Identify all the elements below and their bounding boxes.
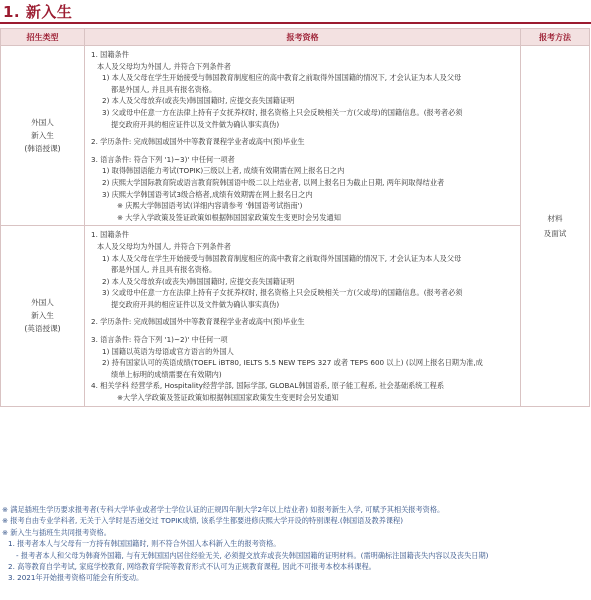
req-heading: 1. 国籍条件 — [91, 230, 129, 240]
footnote: ※ 满足插班生学历要求报考者(专科大学毕业或者学士学位认证的正规四年制大学2年以上结业者) 如报考新生入学, 可赋予其相关报考资格。 — [2, 505, 445, 514]
req-line: 1) 本人及父母在学生开始接受与韩国教育制度相应的高中教育之前取得外国国籍的情况下, 才会认证为本人及父母 — [102, 253, 462, 263]
method-line: 材料 — [547, 213, 563, 223]
footnote: 1. 报考者本人与父母有一方持有韩国国籍时, 则不符合外国人本科新入生的报考资格。 — [8, 539, 281, 549]
req-note: ※ 庆熙大学韩国语考试(详细内容请参考 '韩国语考试指南') — [117, 201, 303, 211]
footnote: - 报考者本人和父母为韩裔外国籍, 与有无韩国国内居住经验无关, 必须提交放弃或丧失韩国国籍的证明材料。(需明确标注国籍丧失内容以及丧失日期) — [16, 550, 489, 560]
type-line: 外国人 — [31, 298, 54, 308]
req-heading: 4. 相关学科 经营学系, Hospitality经营学部, 国际学部, GLOBAL韩国语系, 原子能工程系, 社会基础系统工程系 — [91, 381, 445, 391]
header-requirements: 报考资格 — [85, 29, 521, 46]
req-heading: 2. 学历条件: 完成韩国或国外中等教育课程学业者或高中(预)毕业生 — [91, 137, 305, 147]
type-cell — [1, 46, 85, 226]
section-title: 1. 新入生 — [3, 3, 73, 21]
header-method: 报考方法 — [521, 29, 590, 46]
req-heading: 3. 语言条件: 符合下列 '1)~2)' 中任何一项 — [91, 335, 228, 345]
req-line: 提交政府开具的相应证件以及文件做为确认事实真伪) — [111, 299, 280, 309]
req-heading: 3. 语言条件: 符合下列 '1)~3)' 中任何一项者 — [91, 154, 235, 164]
method-line: 及面试 — [543, 228, 567, 238]
req-line: 都是外国人, 并且具有报名资格。 — [111, 265, 217, 275]
type-cell — [1, 226, 85, 406]
header-type: 招生类型 — [1, 29, 85, 46]
req-line: 绩单上标明的成绩需要在有效期内) — [111, 369, 222, 379]
req-line: 2) 持有国家认可的英语成绩(TOEFL iBT80, IELTS 5.5 NEW TEPS 327 或者 TEPS 600 以上) (以网上报名日期为准,成 — [102, 358, 483, 368]
req-note: ※大学入学政策及签证政策如根据韩国国家政策发生变更时会另发通知 — [117, 393, 339, 403]
req-line: 本人及父母均为外国人, 并符合下列条件者 — [97, 241, 231, 251]
requirements-cell — [85, 226, 521, 406]
req-line: 3) 父或母中任意一方在法律上持有子女抚养权时, 报名资格上只会反映相关一方(父或母)的国籍信息。(报考者必须 — [102, 288, 463, 298]
req-line: 3) 父或母中任意一方在法律上持有子女抚养权时, 报名资格上只会反映相关一方(父或母)的国籍信息。(报考者必须 — [102, 107, 463, 117]
req-line: 2) 庆熙大学国际教育院或语言教育院韩国语中级二以上结业者, 以网上报名日为截止日期, 两年间取得结业者 — [102, 177, 445, 187]
footnote: 2. 高等教育自学考试, 家庭学校教育, 网络教育学院等教育形式不认可为正规教育课程, 因此不可报考本校本科课程。 — [8, 562, 376, 572]
footnotes — [2, 504, 589, 584]
admission-table — [0, 28, 590, 407]
req-line: 都是外国人, 并且具有报名资格。 — [111, 84, 217, 94]
req-heading: 1. 国籍条件 — [91, 50, 129, 59]
req-line: 本人及父母均为外国人, 并符合下列条件者 — [97, 61, 231, 71]
req-note: ※ 大学入学政策及签证政策如根据韩国国家政策发生变更时会另发通知 — [117, 212, 341, 222]
req-line: 2) 本人及父母放弃(或丧失)韩国国籍时, 应提交丧失国籍证明 — [102, 276, 295, 286]
table-row — [1, 226, 590, 406]
req-line: 2) 本人及父母放弃(或丧失)韩国国籍时, 应提交丧失国籍证明 — [102, 96, 295, 106]
type-line: 外国人 — [31, 118, 54, 128]
type-line: 新入生 — [31, 131, 54, 141]
req-line: 1) 本人及父母在学生开始接受与韩国教育制度相应的高中教育之前取得外国国籍的情况下, 才会认证为本人及父母 — [102, 73, 462, 83]
table-row — [1, 46, 590, 226]
type-line: (韩语授课) — [24, 144, 61, 154]
req-line: 1) 国籍以英语为母语或官方语言的外国人 — [102, 346, 234, 356]
req-heading: 2. 学历条件: 完成韩国或国外中等教育课程学业者或高中(预)毕业生 — [91, 317, 305, 327]
table-header-row — [1, 29, 590, 46]
title-divider — [0, 22, 591, 24]
requirements-cell — [85, 46, 521, 226]
method-cell — [521, 46, 590, 407]
type-line: (英语授课) — [24, 324, 61, 334]
req-line: 1) 取得韩国语能力考试(TOPIK)三级以上者, 成绩有效期需在网上报名日之内 — [102, 166, 345, 176]
req-line: 3) 庆熙大学韩国语考试3级合格者,成绩有效期需在网上报名日之内 — [102, 189, 313, 199]
footnote: 3. 2021年开始报考资格可能会有所变动。 — [8, 573, 144, 583]
type-line: 新入生 — [31, 311, 54, 321]
req-line: 提交政府开具的相应证件以及文件做为确认事实真伪) — [111, 119, 280, 129]
footnote: ※ 新入生与插班生共同报考资格。 — [2, 527, 111, 537]
footnote: ※ 报考自由专业学科者, 无关于入学时是否递交过 TOPIK成绩, 该系学生都要进修庆熙大学开设的特别课程.(韩国语及教养课程) — [2, 516, 404, 526]
